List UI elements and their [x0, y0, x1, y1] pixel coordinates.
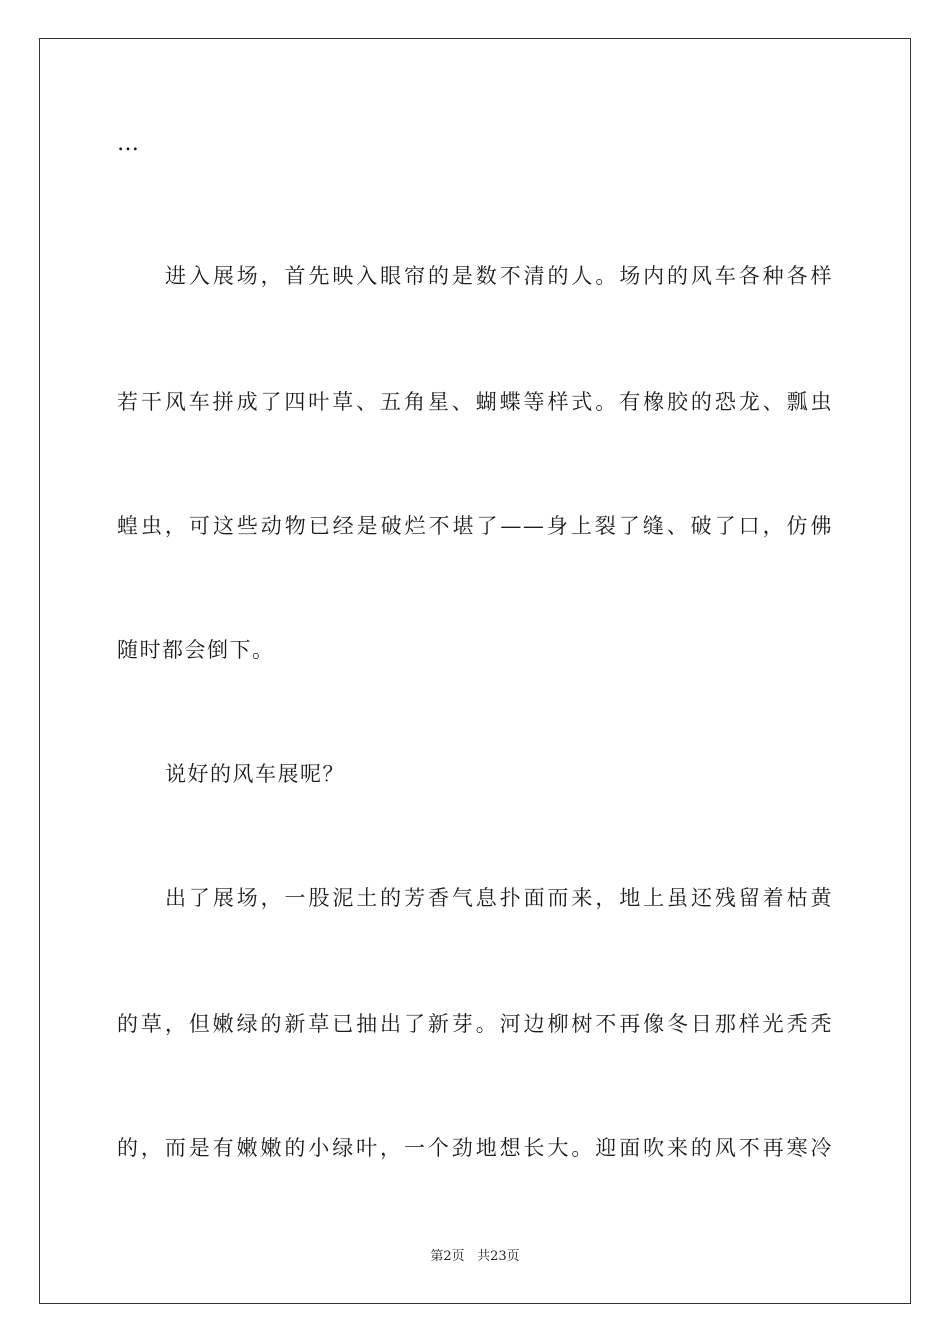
page-total: 共23页	[477, 1249, 520, 1264]
paragraph-line: 若干风车拼成了四叶草、五角星、蝴蝶等样式。有橡胶的恐龙、瓢虫	[117, 390, 833, 414]
page-footer	[0, 1249, 950, 1265]
paragraph-line: 随时都会倒下。	[117, 638, 275, 662]
page-border	[39, 38, 911, 1304]
paragraph-line: 进入展场，首先映入眼帘的是数不清的人。场内的风车各种各样	[165, 264, 833, 288]
page-number: 第2页	[430, 1249, 465, 1264]
paragraph-line: 蝗虫，可这些动物已经是破烂不堪了——身上裂了缝、破了口，仿佛	[117, 514, 833, 538]
paragraph-line: 的草，但嫩绿的新草已抽出了新芽。河边柳树不再像冬日那样光秃秃	[117, 1012, 833, 1036]
paragraph-line: 说好的风车展呢？	[165, 762, 345, 786]
continuation-ellipsis: …	[117, 131, 139, 156]
paragraph-line: 的，而是有嫩嫩的小绿叶，一个劲地想长大。迎面吹来的风不再寒冷	[117, 1136, 833, 1160]
paragraph-line: 出了展场，一股泥土的芳香气息扑面而来，地上虽还残留着枯黄	[165, 886, 833, 910]
